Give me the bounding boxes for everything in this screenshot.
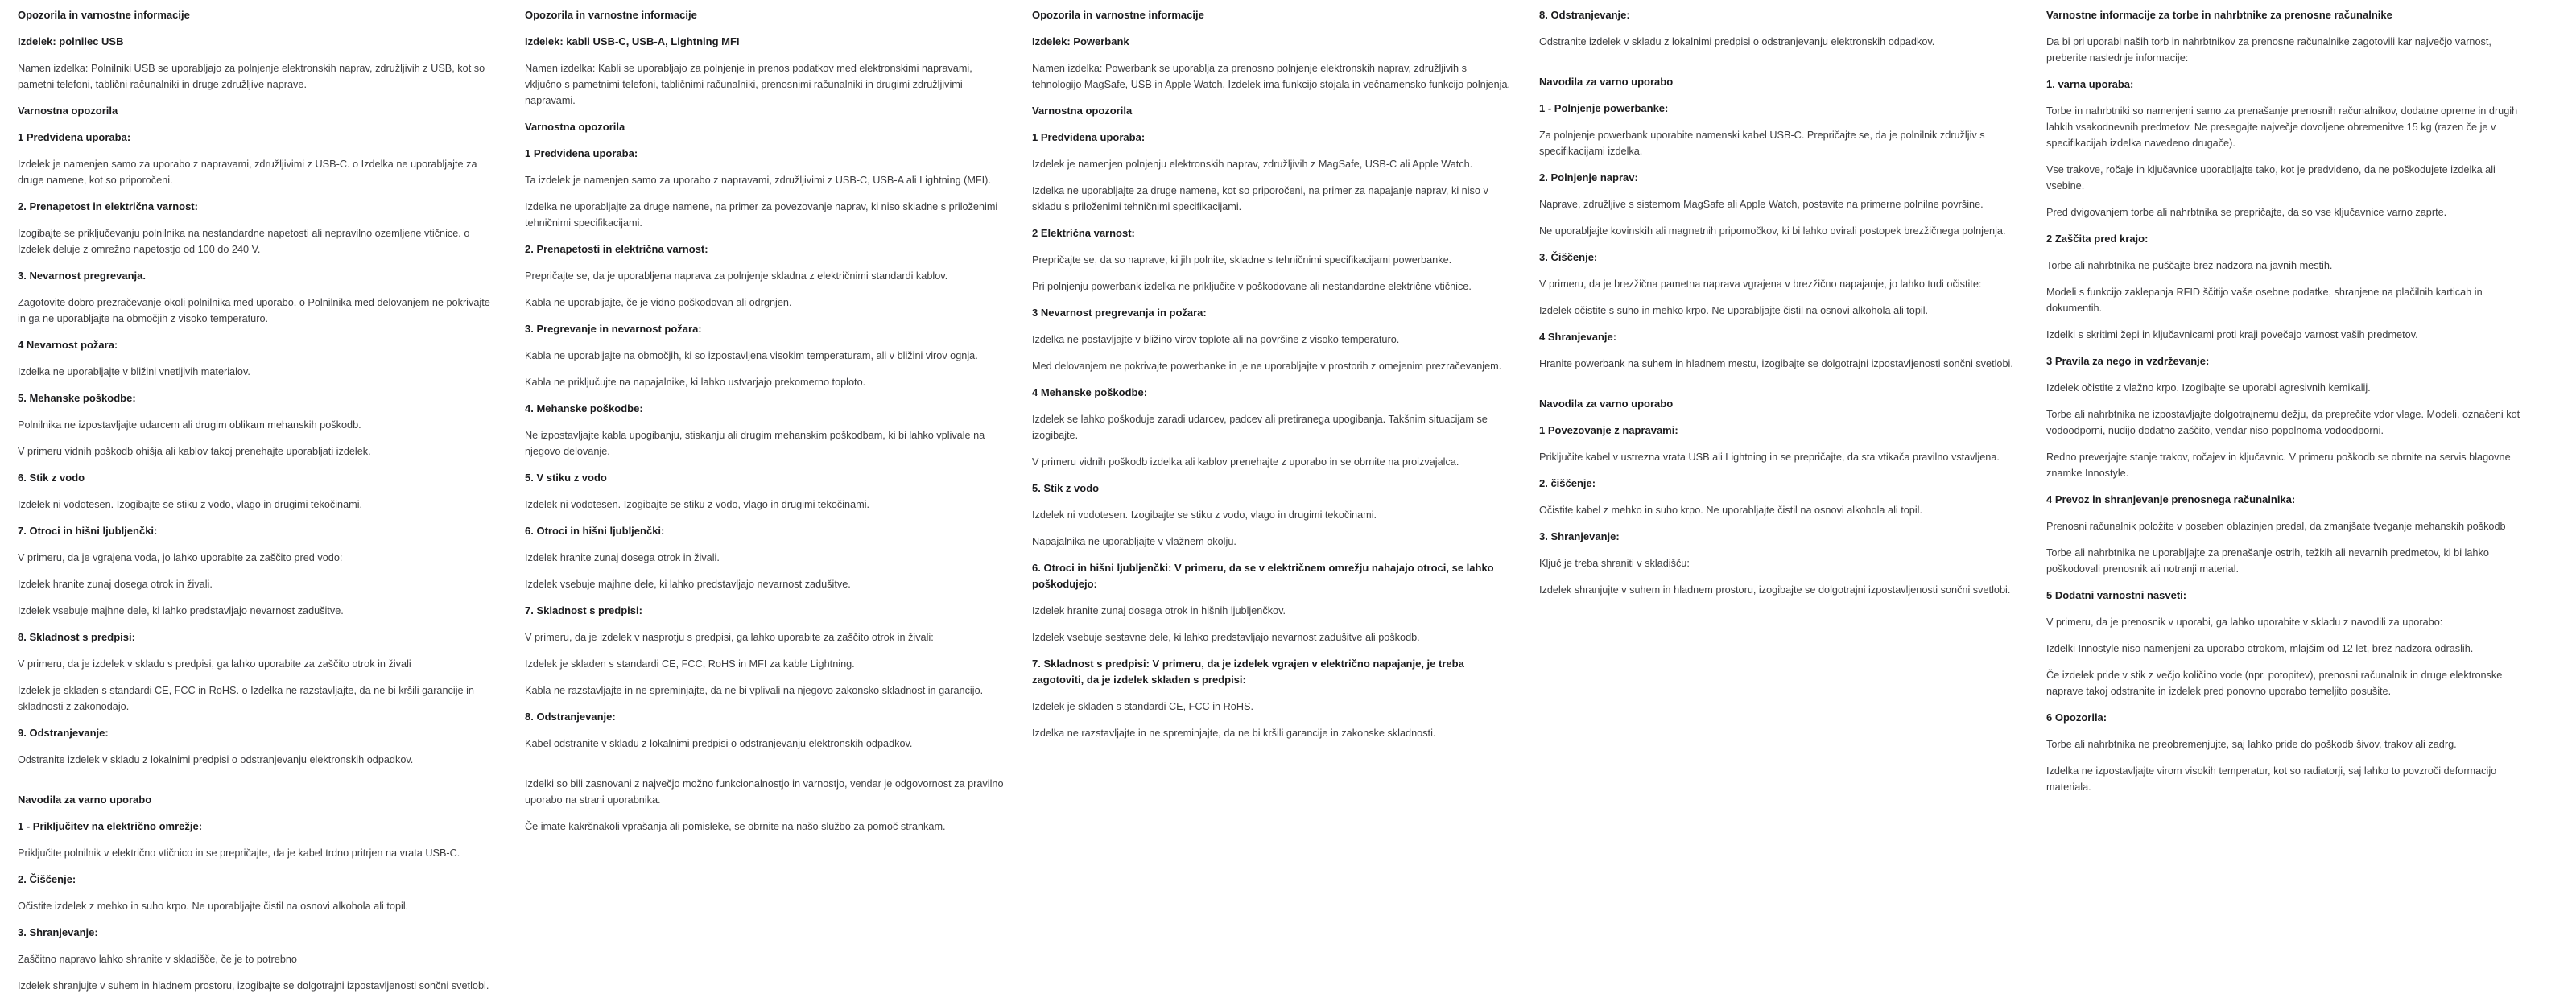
column-laptop-bags-safety bbox=[2046, 7, 2526, 1006]
paragraph: Med delovanjem ne pokrivajte powerbanke in je ne uporabljajte v prostorih z omejenim prezračevanjem. bbox=[1032, 361, 1502, 372]
section-heading: Varnostna opozorila bbox=[18, 105, 118, 117]
section-heading: 2 Električna varnost: bbox=[1032, 227, 1135, 239]
section-heading: 8. Odstranjevanje: bbox=[1539, 9, 1630, 21]
paragraph: Torbe in nahrbtniki so namenjeni samo za prenašanje prenosnih računalnikov, dodatne opreme in drugih lahkih vsakodnevnih predmetov. Ne presegajte največje dovoljene obremenitve 15 kg (razen če je v specifikacijah izdelka navedeno drugače). bbox=[2046, 105, 2518, 149]
section-heading: 6. Otroci in hišni ljubljenčki: V primeru, da se v električnem omrežju nahajajo otroci, se lahko poškodujejo: bbox=[1032, 562, 1494, 590]
section-heading: Navodila za varno uporabo bbox=[1539, 398, 1674, 410]
section-heading: 2. Prenapetosti in električna varnost: bbox=[525, 243, 708, 255]
paragraph: Če imate kakršnakoli vprašanja ali pomisleke, se obrnite na našo službo za pomoč strankam. bbox=[525, 821, 946, 832]
paragraph: Odstranite izdelek v skladu z lokalnimi predpisi o odstranjevanju elektronskih odpadkov. bbox=[1539, 36, 1935, 47]
paragraph: Redno preverjajte stanje trakov, ročajev in ključavnic. V primeru poškodb se obrnite na servis blagovne znamke Innostyle. bbox=[2046, 451, 2511, 479]
paragraph: Modeli s funkcijo zaklepanja RFID ščitijo vaše osebne podatke, shranjene na plačilnih karticah in dokumentih. bbox=[2046, 287, 2483, 314]
paragraph: Izdelek vsebuje majhne dele, ki lahko predstavljajo nevarnost zadušitve. bbox=[18, 605, 344, 616]
paragraph: Izdelek shranjujte v suhem in hladnem prostoru, izogibajte se dolgotrajni izpostavljenosti sončni svetlobi. bbox=[18, 980, 489, 992]
paragraph: Izogibajte se priključevanju polnilnika na nestandardne napetosti ali nepravilno ozemljene vtičnice. o Izdelek deluje z omrežno napetostjo od 100 do 240 V. bbox=[18, 228, 470, 255]
paragraph: Izdelek hranite zunaj dosega otrok in živali. bbox=[18, 579, 213, 590]
paragraph: Izdelka ne uporabljajte za druge namene, na primer za povezovanje naprav, ki niso skladne s priloženimi tehničnimi specifikacijami. bbox=[525, 201, 998, 229]
section-heading: 3. Shranjevanje: bbox=[18, 926, 98, 938]
section-heading: 7. Skladnost s predpisi: bbox=[525, 604, 642, 616]
paragraph: Izdelek vsebuje majhne dele, ki lahko predstavljajo nevarnost zadušitve. bbox=[525, 579, 851, 590]
section-heading: 1 Povezovanje z napravami: bbox=[1539, 424, 1678, 436]
section-heading: 3. Shranjevanje: bbox=[1539, 530, 1620, 542]
paragraph: Odstranite izdelek v skladu z lokalnimi predpisi o odstranjevanju elektronskih odpadkov. bbox=[18, 754, 414, 765]
paragraph: Torbe ali nahrbtnika ne preobremenjujte, saj lahko pride do poškodb šivov, trakov ali zadrg. bbox=[2046, 739, 2457, 750]
section-heading: 1 Predvidena uporaba: bbox=[1032, 131, 1146, 143]
section-heading: 2. Polnjenje naprav: bbox=[1539, 171, 1638, 183]
section-heading: 4 Shranjevanje: bbox=[1539, 331, 1617, 343]
doc-title: Opozorila in varnostne informacije bbox=[1032, 9, 1204, 21]
section-heading: 2. Čiščenje: bbox=[18, 873, 76, 885]
paragraph: V primeru vidnih poškodb ohišja ali kablov takoj prenehajte uporabljati izdelek. bbox=[18, 446, 371, 457]
section-heading: 5. Stik z vodo bbox=[1032, 482, 1100, 494]
paragraph: Izdelek hranite zunaj dosega otrok in hišnih ljubljenčkov. bbox=[1032, 605, 1286, 616]
section-heading: 1. varna uporaba: bbox=[2046, 78, 2134, 90]
column-powerbank-usage-instructions bbox=[1539, 7, 2019, 1006]
paragraph: Kabla ne razstavljajte in ne spreminjajte, da ne bi vplivali na njegovo zakonsko skladnost in garancijo. bbox=[525, 685, 984, 696]
paragraph: Izdelek hranite zunaj dosega otrok in živali. bbox=[525, 552, 720, 563]
section-heading: Izdelek: polnilec USB bbox=[18, 35, 124, 47]
section-heading: 4 Nevarnost požara: bbox=[18, 339, 118, 351]
paragraph: Izdelki s skritimi žepi in ključavnicami proti kraji povečajo varnost vaših predmetov. bbox=[2046, 329, 2418, 340]
paragraph: Izdelek je namenjen polnjenju elektronskih naprav, združljivih z MagSafe, USB-C ali Apple Watch. bbox=[1032, 159, 1473, 170]
paragraph: Zaščitno napravo lahko shranite v skladišče, če je to potrebno bbox=[18, 954, 297, 965]
paragraph: Izdelek ni vodotesen. Izogibajte se stiku z vodo, vlago in drugimi tekočinami. bbox=[525, 499, 870, 510]
paragraph: Namen izdelka: Powerbank se uporablja za prenosno polnjenje elektronskih naprav, združljivih s tehnologijo MagSafe, USB in Apple Watch. Izdelek ima funkcijo stojala in večnamensko funkcijo polnjenja. bbox=[1032, 63, 1511, 90]
section-heading: 9. Odstranjevanje: bbox=[18, 727, 109, 739]
paragraph: V primeru vidnih poškodb izdelka ali kablov prenehajte z uporabo in se obrnite na proizvajalca. bbox=[1032, 456, 1459, 468]
section-heading: Varnostna opozorila bbox=[525, 121, 625, 133]
paragraph: Polnilnika ne izpostavljajte udarcem ali drugim oblikam mehanskih poškodb. bbox=[18, 419, 361, 431]
paragraph: Priključite kabel v ustrezna vrata USB ali Lightning in se prepričajte, da sta vtikača pravilno vstavljena. bbox=[1539, 451, 2000, 463]
paragraph: Prepričajte se, da so naprave, ki jih polnite, skladne s tehničnimi specifikacijami powerbanke. bbox=[1032, 254, 1452, 266]
paragraph: Ključ je treba shraniti v skladišču: bbox=[1539, 558, 1690, 569]
paragraph: Izdelka ne postavljajte v bližino virov toplote ali na površine z visoko temperaturo. bbox=[1032, 334, 1400, 345]
paragraph: Zagotovite dobro prezračevanje okoli polnilnika med uporabo. o Polnilnika med delovanjem ne pokrivajte in ga ne uporabljajte na območjih z visoko temperaturo. bbox=[18, 297, 490, 324]
paragraph: Pri polnjenju powerbank izdelka ne priključite v poškodovane ali nestandardne električne vtičnice. bbox=[1032, 281, 1472, 292]
column-powerbank-safety bbox=[1032, 7, 1512, 1006]
section-heading: 3. Nevarnost pregrevanja. bbox=[18, 270, 146, 282]
paragraph: Torbe ali nahrbtnika ne izpostavljajte dolgotrajnemu dežju, da preprečite vdor vlage. Modeli, označeni kot vodoodporni, nudijo dodatno zaščito, vendar niso popolnoma vodoodporni. bbox=[2046, 409, 2520, 436]
section-heading: Varnostna opozorila bbox=[1032, 105, 1133, 117]
paragraph: Izdelek vsebuje sestavne dele, ki lahko predstavljajo nevarnost zadušitve ali poškodb. bbox=[1032, 632, 1420, 643]
paragraph: Namen izdelka: Kabli se uporabljajo za polnjenje in prenos podatkov med elektronskimi napravami, vključno s pametnimi telefoni, tabličnimi računalniki, prenosnimi računalniki in drugimi združljivimi napravami. bbox=[525, 63, 972, 106]
paragraph: Priključite polnilnik v električno vtičnico in se prepričajte, da je kabel trdno pritrjen na vrata USB-C. bbox=[18, 847, 460, 859]
paragraph: Prenosni računalnik položite v poseben oblazinjen predal, da zmanjšate tveganje mehanskih poškodb bbox=[2046, 521, 2506, 532]
section-heading: 1 Predvidena uporaba: bbox=[525, 147, 638, 159]
section-heading: 3. Pregrevanje in nevarnost požara: bbox=[525, 323, 702, 335]
section-heading: 7. Skladnost s predpisi: V primeru, da je izdelek vgrajen v električno napajanje, je treba zagotoviti, da je izdelek skladen s predpisi: bbox=[1032, 658, 1464, 686]
paragraph: V primeru, da je vgrajena voda, jo lahko uporabite za zaščito pred vodo: bbox=[18, 552, 343, 563]
section-heading: Navodila za varno uporabo bbox=[1539, 76, 1674, 88]
paragraph: Očistite kabel z mehko in suho krpo. Ne uporabljajte čistil na osnovi alkohola ali topil. bbox=[1539, 505, 1923, 516]
doc-title: Opozorila in varnostne informacije bbox=[525, 9, 697, 21]
paragraph: Ne uporabljajte kovinskih ali magnetnih pripomočkov, ki bi lahko ovirali postopek brezžičnega polnjenja. bbox=[1539, 225, 2006, 237]
paragraph: Vse trakove, ročaje in ključavnice uporabljajte tako, kot je predvideno, da ne poškodujete izdelka ali vsebine. bbox=[2046, 164, 2496, 192]
section-heading: 1 - Polnjenje powerbanke: bbox=[1539, 102, 1669, 114]
paragraph: Torbe ali nahrbtnika ne uporabljajte za prenašanje ostrih, težkih ali nevarnih predmetov, ki bi lahko poškodovali prenosnik ali notranji material. bbox=[2046, 547, 2489, 575]
paragraph: Izdelek je skladen s standardi CE, FCC in RoHS. o Izdelka ne razstavljajte, da ne bi kršili garancije in skladnosti z zakonodajo. bbox=[18, 685, 474, 712]
paragraph: Očistite izdelek z mehko in suho krpo. Ne uporabljajte čistil na osnovi alkohola ali topil. bbox=[18, 901, 409, 912]
paragraph: Izdelek ni vodotesen. Izogibajte se stiku z vodo, vlago in drugimi tekočinami. bbox=[1032, 509, 1377, 521]
paragraph: Izdelka ne izpostavljajte virom visokih temperatur, kot so radiatorji, saj lahko to povzroči deformacijo materiala. bbox=[2046, 765, 2497, 793]
paragraph: Kabla ne uporabljajte na območjih, ki so izpostavljena visokim temperaturam, ali v bližini virov ognja. bbox=[525, 350, 978, 361]
section-heading: 4 Mehanske poškodbe: bbox=[1032, 386, 1148, 398]
paragraph: Ne izpostavljajte kabla upogibanju, stiskanju ali drugim mehanskim poškodbam, ki bi lahko vplivale na njegovo delovanje. bbox=[525, 430, 985, 457]
paragraph: Izdelek se lahko poškoduje zaradi udarcev, padcev ali pretiranega upogibanja. Takšnim situacijam se izogibajte. bbox=[1032, 414, 1488, 441]
section-heading: 3 Pravila za nego in vzdrževanje: bbox=[2046, 355, 2210, 367]
section-heading: 6 Opozorila: bbox=[2046, 711, 2107, 724]
doc-title: Opozorila in varnostne informacije bbox=[18, 9, 190, 21]
section-heading: Izdelek: Powerbank bbox=[1032, 35, 1129, 47]
paragraph: Kabel odstranite v skladu z lokalnimi predpisi o odstranjevanju elektronskih odpadkov. bbox=[525, 738, 913, 749]
paragraph: Izdelki so bili zasnovani z največjo možno funkcionalnostjo in varnostjo, vendar je odgovornost za pravilno uporabo na strani uporabnika. bbox=[525, 778, 1004, 806]
column-usb-charger-safety bbox=[18, 7, 497, 1006]
paragraph: V primeru, da je brezžična pametna naprava vgrajena v brezžično napajanje, jo lahko tudi očistite: bbox=[1539, 278, 1982, 290]
section-heading: 3. Čiščenje: bbox=[1539, 251, 1598, 263]
paragraph: V primeru, da je izdelek v skladu s predpisi, ga lahko uporabite za zaščito otrok in živali bbox=[18, 658, 411, 670]
section-heading: 8. Odstranjevanje: bbox=[525, 711, 616, 723]
section-heading: 8. Skladnost s predpisi: bbox=[18, 631, 135, 643]
paragraph: Izdelka ne uporabljajte za druge namene, kot so priporočeni, na primer za napajanje naprav, ki niso v skladu s priloženimi tehničnimi specifikacijami. bbox=[1032, 185, 1488, 212]
paragraph: Izdelek očistite z vlažno krpo. Izogibajte se uporabi agresivnih kemikalij. bbox=[2046, 382, 2371, 394]
section-heading: 5. V stiku z vodo bbox=[525, 472, 607, 484]
section-heading: 1 - Priključitev na električno omrežje: bbox=[18, 820, 203, 832]
paragraph: Naprave, združljive s sistemom MagSafe ali Apple Watch, postavite na primerne polnilne površine. bbox=[1539, 199, 1984, 210]
paragraph: Izdelki Innostyle niso namenjeni za uporabo otrokom, mlajšim od 12 let, brez nadzora odraslih. bbox=[2046, 643, 2474, 654]
paragraph: Izdelka ne uporabljajte v bližini vnetljivih materialov. bbox=[18, 366, 250, 377]
section-heading: 2. čiščenje: bbox=[1539, 477, 1596, 489]
paragraph: Izdelek je namenjen samo za uporabo z napravami, združljivimi z USB-C. o Izdelka ne uporabljajte za druge namene, kot so priporočeni. bbox=[18, 159, 477, 186]
paragraph: V primeru, da je izdelek v nasprotju s predpisi, ga lahko uporabite za zaščito otrok in živali: bbox=[525, 632, 934, 643]
doc-title: Varnostne informacije za torbe in nahrbtnike za prenosne računalnike bbox=[2046, 9, 2392, 21]
section-heading: 2. Prenapetost in električna varnost: bbox=[18, 200, 198, 212]
section-heading: 1 Predvidena uporaba: bbox=[18, 131, 131, 143]
paragraph: Kabla ne priključujte na napajalnike, ki lahko ustvarjajo prekomerno toploto. bbox=[525, 377, 866, 388]
paragraph: Izdelek shranjujte v suhem in hladnem prostoru, izogibajte se dolgotrajni izpostavljenosti sončni svetlobi. bbox=[1539, 584, 2011, 596]
section-heading: Izdelek: kabli USB-C, USB-A, Lightning MFI bbox=[525, 35, 740, 47]
paragraph: Namen izdelka: Polnilniki USB se uporabljajo za polnjenje elektronskih naprav, združljivih z USB, kot so pametni telefoni, tablični računalniki in druge združljive naprave. bbox=[18, 63, 485, 90]
section-heading: Navodila za varno uporabo bbox=[18, 794, 152, 806]
paragraph: Pred dvigovanjem torbe ali nahrbtnika se prepričajte, da so vse ključavnice varno zaprte. bbox=[2046, 207, 2447, 218]
section-heading: 4 Prevoz in shranjevanje prenosnega računalnika: bbox=[2046, 493, 2296, 505]
paragraph: Hranite powerbank na suhem in hladnem mestu, izogibajte se dolgotrajni izpostavljenosti sončni svetlobi. bbox=[1539, 358, 2013, 369]
paragraph: Da bi pri uporabi naših torb in nahrbtnikov za prenosne računalnike zagotovili kar največjo varnost, preberite naslednje informacije: bbox=[2046, 36, 2491, 64]
paragraph: Za polnjenje powerbank uporabite namenski kabel USB-C. Prepričajte se, da je polnilnik združljiv s specifikacijami izdelka. bbox=[1539, 130, 1985, 157]
section-heading: 5. Mehanske poškodbe: bbox=[18, 392, 136, 404]
paragraph: Izdelek je skladen s standardi CE, FCC in RoHS. bbox=[1032, 701, 1254, 712]
paragraph: Torbe ali nahrbtnika ne puščajte brez nadzora na javnih mestih. bbox=[2046, 260, 2333, 271]
section-heading: 2 Zaščita pred krajo: bbox=[2046, 233, 2149, 245]
section-heading: 6. Stik z vodo bbox=[18, 472, 85, 484]
paragraph: V primeru, da je prenosnik v uporabi, ga lahko uporabite v skladu z navodili za uporabo: bbox=[2046, 616, 2443, 628]
section-heading: 4. Mehanske poškodbe: bbox=[525, 402, 643, 414]
paragraph: Napajalnika ne uporabljajte v vlažnem okolju. bbox=[1032, 536, 1236, 547]
section-heading: 5 Dodatni varnostni nasveti: bbox=[2046, 589, 2187, 601]
section-heading: 6. Otroci in hišni ljubljenčki: bbox=[525, 525, 665, 537]
paragraph: Izdelek očistite s suho in mehko krpo. Ne uporabljajte čistil na osnovi alkohola ali topil. bbox=[1539, 305, 1929, 316]
paragraph: Prepričajte se, da je uporabljena naprava za polnjenje skladna z električnimi standardi kablov. bbox=[525, 270, 948, 282]
paragraph: Ta izdelek je namenjen samo za uporabo z napravami, združljivimi z USB-C, USB-A ali Lightning (MFI). bbox=[525, 175, 991, 186]
paragraph: Izdelka ne razstavljajte in ne spreminjajte, da ne bi kršili garancije in zakonske skladnosti. bbox=[1032, 728, 1436, 739]
paragraph: Izdelek ni vodotesen. Izogibajte se stiku z vodo, vlago in drugimi tekočinami. bbox=[18, 499, 363, 510]
paragraph: Če izdelek pride v stik z večjo količino vode (npr. potopitev), prenosni računalnik in druge elektronske naprave takoj odstranite in izdelek pred ponovno uporabo temeljito posušite. bbox=[2046, 670, 2503, 697]
paragraph: Izdelek je skladen s standardi CE, FCC, RoHS in MFI za kable Lightning. bbox=[525, 658, 855, 670]
column-cables-safety bbox=[525, 7, 1005, 1006]
paragraph: Kabla ne uporabljajte, če je vidno poškodovan ali odrgnjen. bbox=[525, 297, 792, 308]
section-heading: 7. Otroci in hišni ljubljenčki: bbox=[18, 525, 158, 537]
section-heading: 3 Nevarnost pregrevanja in požara: bbox=[1032, 307, 1207, 319]
